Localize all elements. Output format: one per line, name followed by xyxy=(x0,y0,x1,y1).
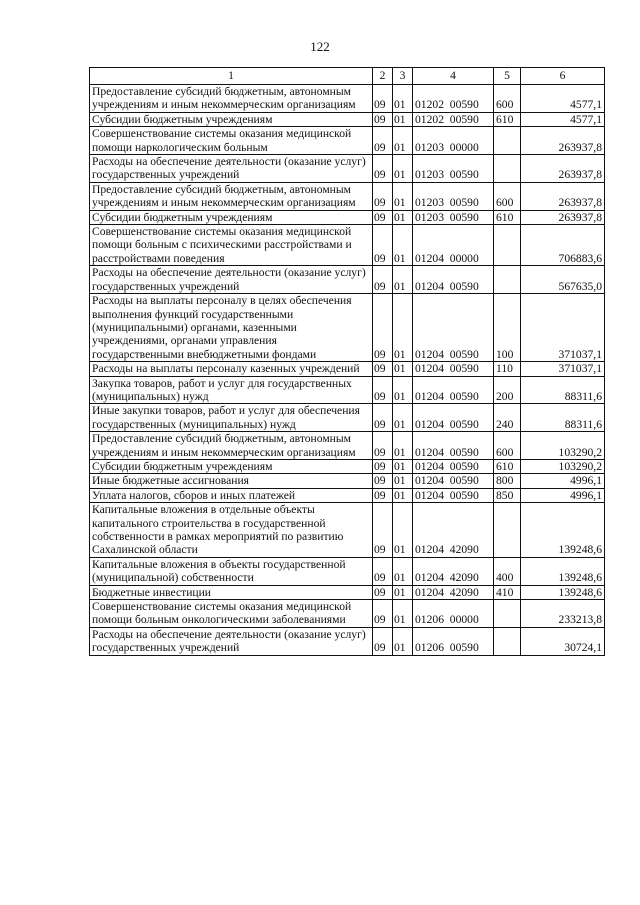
table-row xyxy=(90,112,605,126)
row-expense-type: 110 xyxy=(494,362,521,376)
row-target-article: 01203 00590 xyxy=(413,155,494,183)
row-target-article: 01206 00590 xyxy=(413,627,494,655)
header-target-article: 4 xyxy=(413,68,494,85)
table-row xyxy=(90,600,605,628)
row-name: Предоставление субсидий бюджетным, автономным учреждениям и иным некоммерческим организациям xyxy=(90,182,373,210)
table-row xyxy=(90,182,605,210)
row-expense-type: 610 xyxy=(494,459,521,473)
row-target-article: 01202 00590 xyxy=(413,85,494,113)
header-row xyxy=(90,68,605,85)
table-row xyxy=(90,627,605,655)
row-name: Капитальные вложения в отдельные объекты капитального строительства в государственной собственности в рамках мероприятий по развитию Сахалинской области xyxy=(90,503,373,558)
row-subsection: 01 xyxy=(393,210,413,224)
row-name: Уплата налогов, сборов и иных платежей xyxy=(90,488,373,502)
row-target-article: 01204 00590 xyxy=(413,459,494,473)
table-row xyxy=(90,459,605,473)
row-expense-type xyxy=(494,127,521,155)
row-amount: 263937,8 xyxy=(521,182,605,210)
row-section: 09 xyxy=(373,155,393,183)
row-amount: 88311,6 xyxy=(521,376,605,404)
row-expense-type: 200 xyxy=(494,376,521,404)
row-target-article: 01203 00000 xyxy=(413,127,494,155)
row-subsection: 01 xyxy=(393,557,413,585)
header-name: 1 xyxy=(90,68,373,85)
row-subsection: 01 xyxy=(393,266,413,294)
row-expense-type xyxy=(494,600,521,628)
row-expense-type xyxy=(494,225,521,266)
row-name: Капитальные вложения в объекты государственной (муниципальной) собственности xyxy=(90,557,373,585)
row-subsection: 01 xyxy=(393,488,413,502)
row-expense-type: 610 xyxy=(494,210,521,224)
row-name: Расходы на обеспечение деятельности (оказание услуг) государственных учреждений xyxy=(90,627,373,655)
row-target-article: 01202 00590 xyxy=(413,112,494,126)
row-subsection: 01 xyxy=(393,627,413,655)
row-expense-type: 800 xyxy=(494,474,521,488)
row-expense-type: 410 xyxy=(494,585,521,599)
table-row xyxy=(90,557,605,585)
row-name: Субсидии бюджетным учреждениям xyxy=(90,112,373,126)
row-section: 09 xyxy=(373,488,393,502)
table-row xyxy=(90,503,605,558)
row-amount: 706883,6 xyxy=(521,225,605,266)
table-row xyxy=(90,488,605,502)
row-target-article: 01204 00590 xyxy=(413,432,494,460)
row-target-article: 01204 42090 xyxy=(413,585,494,599)
row-amount: 567635,0 xyxy=(521,266,605,294)
row-amount: 263937,8 xyxy=(521,127,605,155)
row-amount: 4996,1 xyxy=(521,474,605,488)
row-target-article: 01204 42090 xyxy=(413,503,494,558)
row-expense-type: 100 xyxy=(494,294,521,362)
table-row xyxy=(90,404,605,432)
row-expense-type: 600 xyxy=(494,182,521,210)
row-subsection: 01 xyxy=(393,432,413,460)
row-name: Бюджетные инвестиции xyxy=(90,585,373,599)
row-name: Совершенствование системы оказания медицинской помощи наркологическим больным xyxy=(90,127,373,155)
row-amount: 103290,2 xyxy=(521,459,605,473)
row-target-article: 01204 00590 xyxy=(413,376,494,404)
row-section: 09 xyxy=(373,294,393,362)
row-name: Предоставление субсидий бюджетным, автономным учреждениям и иным некоммерческим организациям xyxy=(90,432,373,460)
table-row xyxy=(90,225,605,266)
table-row xyxy=(90,474,605,488)
row-expense-type xyxy=(494,155,521,183)
row-target-article: 01203 00590 xyxy=(413,182,494,210)
row-target-article: 01204 42090 xyxy=(413,557,494,585)
row-amount: 4996,1 xyxy=(521,488,605,502)
row-subsection: 01 xyxy=(393,85,413,113)
table-row xyxy=(90,376,605,404)
row-name: Расходы на обеспечение деятельности (оказание услуг) государственных учреждений xyxy=(90,266,373,294)
row-subsection: 01 xyxy=(393,155,413,183)
row-section: 09 xyxy=(373,600,393,628)
row-target-article: 01204 00590 xyxy=(413,474,494,488)
row-subsection: 01 xyxy=(393,376,413,404)
row-section: 09 xyxy=(373,627,393,655)
row-target-article: 01203 00590 xyxy=(413,210,494,224)
row-name: Совершенствование системы оказания медицинской помощи больным онкологическими заболеваниями xyxy=(90,600,373,628)
row-section: 09 xyxy=(373,585,393,599)
header-amount: 6 xyxy=(521,68,605,85)
row-name: Субсидии бюджетным учреждениям xyxy=(90,210,373,224)
row-name: Расходы на обеспечение деятельности (оказание услуг) государственных учреждений xyxy=(90,155,373,183)
row-amount: 139248,6 xyxy=(521,557,605,585)
header-subsection: 3 xyxy=(393,68,413,85)
row-subsection: 01 xyxy=(393,294,413,362)
row-amount: 371037,1 xyxy=(521,362,605,376)
row-expense-type xyxy=(494,266,521,294)
row-expense-type: 600 xyxy=(494,85,521,113)
row-amount: 371037,1 xyxy=(521,294,605,362)
row-subsection: 01 xyxy=(393,585,413,599)
row-target-article: 01204 00590 xyxy=(413,266,494,294)
row-amount: 139248,6 xyxy=(521,585,605,599)
row-section: 09 xyxy=(373,85,393,113)
table-row xyxy=(90,266,605,294)
row-subsection: 01 xyxy=(393,503,413,558)
row-section: 09 xyxy=(373,503,393,558)
row-section: 09 xyxy=(373,432,393,460)
table-row xyxy=(90,294,605,362)
row-target-article: 01204 00590 xyxy=(413,488,494,502)
row-section: 09 xyxy=(373,459,393,473)
table-row xyxy=(90,210,605,224)
row-section: 09 xyxy=(373,266,393,294)
row-name: Расходы на выплаты персоналу в целях обеспечения выполнения функций государственными (муниципальными) органами, казенными учреждениями, органами управления государственными внебюджетными фондами xyxy=(90,294,373,362)
row-amount: 88311,6 xyxy=(521,404,605,432)
row-section: 09 xyxy=(373,404,393,432)
row-amount: 263937,8 xyxy=(521,210,605,224)
header-expense-type: 5 xyxy=(494,68,521,85)
row-name: Иные закупки товаров, работ и услуг для обеспечения государственных (муниципальных) нужд xyxy=(90,404,373,432)
row-expense-type xyxy=(494,627,521,655)
row-expense-type: 600 xyxy=(494,432,521,460)
row-target-article: 01204 00000 xyxy=(413,225,494,266)
row-section: 09 xyxy=(373,182,393,210)
row-subsection: 01 xyxy=(393,112,413,126)
row-target-article: 01204 00590 xyxy=(413,294,494,362)
row-expense-type: 850 xyxy=(494,488,521,502)
row-subsection: 01 xyxy=(393,182,413,210)
row-target-article: 01204 00590 xyxy=(413,404,494,432)
budget-table xyxy=(89,67,605,656)
row-amount: 103290,2 xyxy=(521,432,605,460)
row-amount: 233213,8 xyxy=(521,600,605,628)
row-subsection: 01 xyxy=(393,474,413,488)
row-amount: 4577,1 xyxy=(521,85,605,113)
row-amount: 139248,6 xyxy=(521,503,605,558)
row-name: Предоставление субсидий бюджетным, автономным учреждениям и иным некоммерческим организациям xyxy=(90,85,373,113)
row-section: 09 xyxy=(373,127,393,155)
row-expense-type: 400 xyxy=(494,557,521,585)
row-name: Расходы на выплаты персоналу казенных учреждений xyxy=(90,362,373,376)
row-amount: 30724,1 xyxy=(521,627,605,655)
row-name: Субсидии бюджетным учреждениям xyxy=(90,459,373,473)
table-row xyxy=(90,85,605,113)
row-subsection: 01 xyxy=(393,459,413,473)
row-section: 09 xyxy=(373,557,393,585)
row-subsection: 01 xyxy=(393,600,413,628)
row-target-article: 01206 00000 xyxy=(413,600,494,628)
header-section: 2 xyxy=(373,68,393,85)
table-row xyxy=(90,127,605,155)
table-row xyxy=(90,432,605,460)
row-section: 09 xyxy=(373,362,393,376)
row-section: 09 xyxy=(373,376,393,404)
row-subsection: 01 xyxy=(393,225,413,266)
row-section: 09 xyxy=(373,112,393,126)
row-subsection: 01 xyxy=(393,404,413,432)
row-name: Совершенствование системы оказания медицинской помощи больным с психическими расстройствами и расстройствами поведения xyxy=(90,225,373,266)
page-number: 122 xyxy=(310,39,330,54)
row-expense-type xyxy=(494,503,521,558)
table-row xyxy=(90,155,605,183)
row-subsection: 01 xyxy=(393,362,413,376)
table-row xyxy=(90,362,605,376)
row-name: Закупка товаров, работ и услуг для государственных (муниципальных) нужд xyxy=(90,376,373,404)
row-name: Иные бюджетные ассигнования xyxy=(90,474,373,488)
row-subsection: 01 xyxy=(393,127,413,155)
row-expense-type: 610 xyxy=(494,112,521,126)
row-amount: 4577,1 xyxy=(521,112,605,126)
table-row xyxy=(90,585,605,599)
row-target-article: 01204 00590 xyxy=(413,362,494,376)
table-body xyxy=(90,85,605,656)
row-section: 09 xyxy=(373,210,393,224)
row-section: 09 xyxy=(373,225,393,266)
row-section: 09 xyxy=(373,474,393,488)
row-amount: 263937,8 xyxy=(521,155,605,183)
row-expense-type: 240 xyxy=(494,404,521,432)
